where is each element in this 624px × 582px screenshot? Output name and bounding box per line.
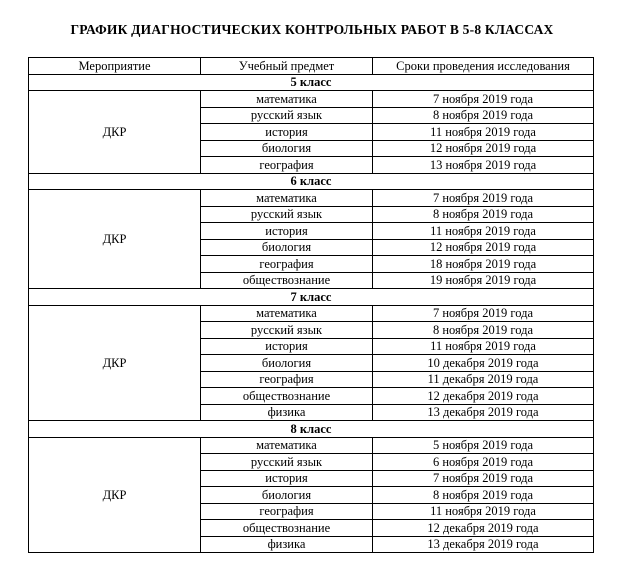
subject-cell: русский язык xyxy=(201,206,373,223)
subject-cell: история xyxy=(201,124,373,141)
subject-cell: география xyxy=(201,256,373,273)
date-cell: 8 ноября 2019 года xyxy=(373,322,594,339)
date-cell: 8 ноября 2019 года xyxy=(373,107,594,124)
table-row xyxy=(29,91,594,108)
event-cell: ДКР xyxy=(29,190,201,289)
date-cell: 11 ноября 2019 года xyxy=(373,503,594,520)
subject-cell: математика xyxy=(201,437,373,454)
date-cell: 13 декабря 2019 года xyxy=(373,404,594,421)
date-cell: 11 ноября 2019 года xyxy=(373,124,594,141)
date-cell: 11 декабря 2019 года xyxy=(373,371,594,388)
date-cell: 11 ноября 2019 года xyxy=(373,338,594,355)
subject-cell: биология xyxy=(201,487,373,504)
subject-cell: математика xyxy=(201,305,373,322)
date-cell: 13 ноября 2019 года xyxy=(373,157,594,174)
subject-cell: биология xyxy=(201,239,373,256)
subject-cell: география xyxy=(201,157,373,174)
grade-header-row xyxy=(29,173,594,190)
date-cell: 12 ноября 2019 года xyxy=(373,140,594,157)
subject-cell: обществознание xyxy=(201,272,373,289)
date-cell: 10 декабря 2019 года xyxy=(373,355,594,372)
schedule-table xyxy=(28,57,594,553)
subject-cell: география xyxy=(201,503,373,520)
date-cell: 12 декабря 2019 года xyxy=(373,388,594,405)
event-cell: ДКР xyxy=(29,305,201,421)
subject-cell: физика xyxy=(201,536,373,553)
grade-header-row xyxy=(29,74,594,91)
column-header-dates: Сроки проведения исследования xyxy=(373,58,594,75)
date-cell: 18 ноября 2019 года xyxy=(373,256,594,273)
subject-cell: история xyxy=(201,470,373,487)
subject-cell: физика xyxy=(201,404,373,421)
date-cell: 12 декабря 2019 года xyxy=(373,520,594,537)
date-cell: 13 декабря 2019 года xyxy=(373,536,594,553)
date-cell: 7 ноября 2019 года xyxy=(373,91,594,108)
table-row xyxy=(29,305,594,322)
document-title: ГРАФИК ДИАГНОСТИЧЕСКИХ КОНТРОЛЬНЫХ РАБОТ В 5-8 КЛАССАХ xyxy=(70,22,554,37)
date-cell: 12 ноября 2019 года xyxy=(373,239,594,256)
subject-cell: русский язык xyxy=(201,454,373,471)
date-cell: 8 ноября 2019 года xyxy=(373,206,594,223)
grade-label: 7 класс xyxy=(29,289,594,306)
date-cell: 7 ноября 2019 года xyxy=(373,305,594,322)
grade-header-row xyxy=(29,289,594,306)
header-row xyxy=(29,58,594,75)
grade-label: 6 класс xyxy=(29,173,594,190)
date-cell: 6 ноября 2019 года xyxy=(373,454,594,471)
subject-cell: русский язык xyxy=(201,322,373,339)
date-cell: 7 ноября 2019 года xyxy=(373,470,594,487)
subject-cell: биология xyxy=(201,140,373,157)
subject-cell: обществознание xyxy=(201,520,373,537)
table-row xyxy=(29,437,594,454)
subject-cell: история xyxy=(201,223,373,240)
subject-cell: история xyxy=(201,338,373,355)
event-cell: ДКР xyxy=(29,91,201,174)
grade-header-row xyxy=(29,421,594,438)
date-cell: 5 ноября 2019 года xyxy=(373,437,594,454)
subject-cell: математика xyxy=(201,91,373,108)
column-header-event: Мероприятие xyxy=(29,58,201,75)
grade-label: 5 класс xyxy=(29,74,594,91)
subject-cell: обществознание xyxy=(201,388,373,405)
schedule-body xyxy=(29,74,594,553)
event-cell: ДКР xyxy=(29,437,201,553)
table-row xyxy=(29,190,594,207)
subject-cell: математика xyxy=(201,190,373,207)
date-cell: 11 ноября 2019 года xyxy=(373,223,594,240)
subject-cell: биология xyxy=(201,355,373,372)
subject-cell: география xyxy=(201,371,373,388)
date-cell: 19 ноября 2019 года xyxy=(373,272,594,289)
column-header-subject: Учебный предмет xyxy=(201,58,373,75)
date-cell: 8 ноября 2019 года xyxy=(373,487,594,504)
date-cell: 7 ноября 2019 года xyxy=(373,190,594,207)
subject-cell: русский язык xyxy=(201,107,373,124)
grade-label: 8 класс xyxy=(29,421,594,438)
